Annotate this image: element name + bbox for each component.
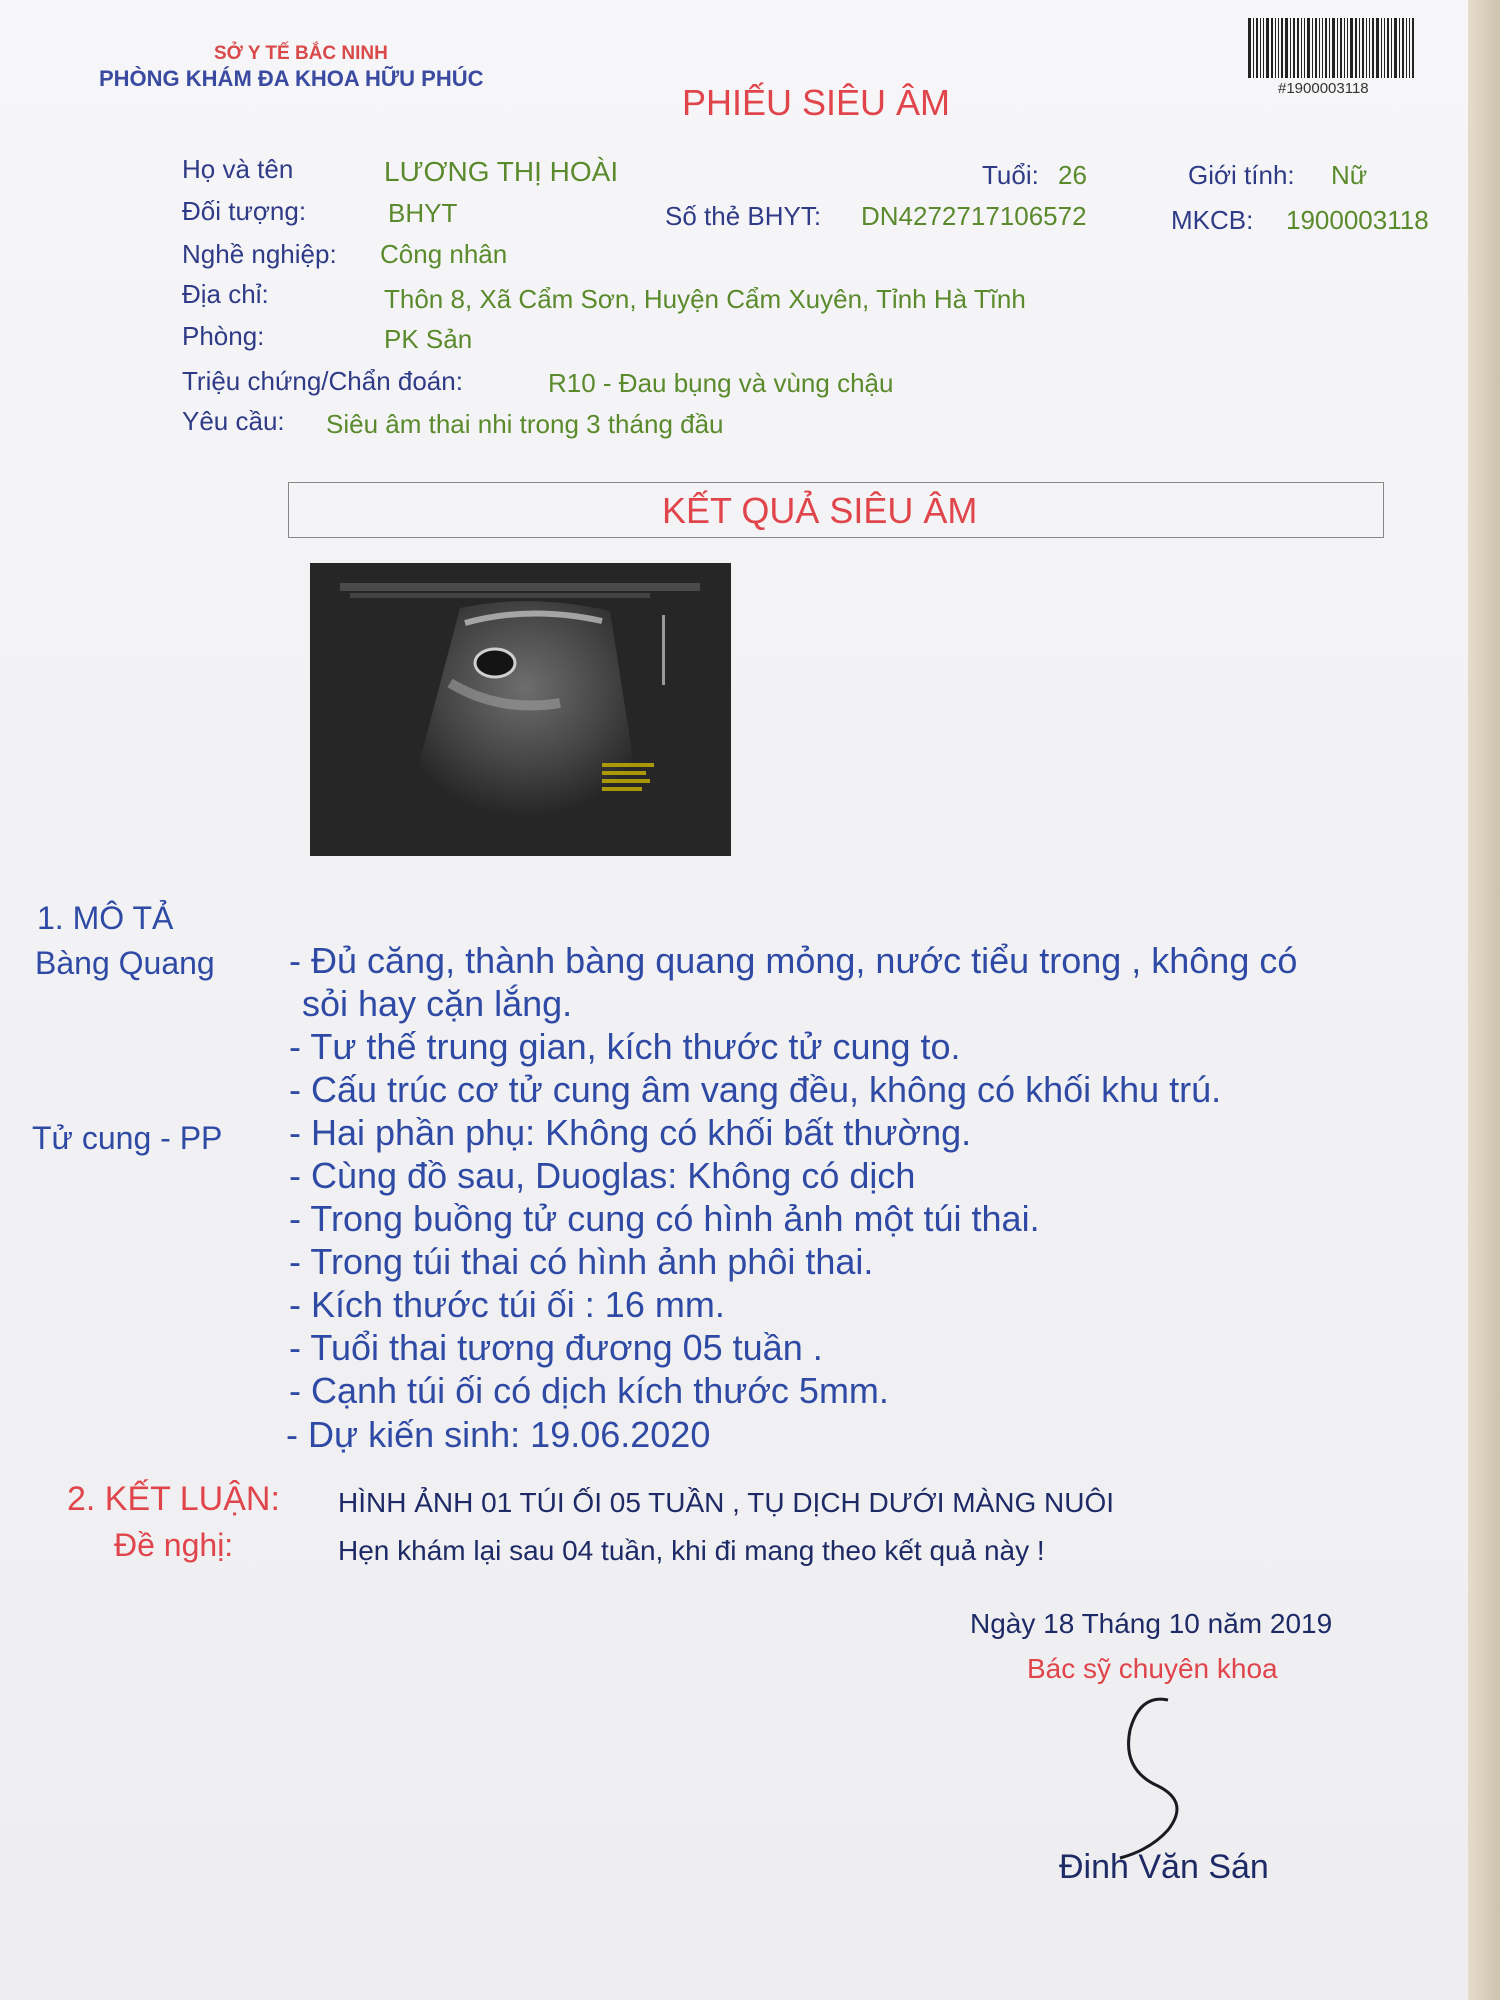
barcode-bar [1350,18,1353,78]
patient-job: Công nhân [380,239,508,269]
barcode-bar [1312,18,1313,78]
barcode-bar [1399,18,1400,78]
document-title: PHIẾU SIÊU ÂM [682,82,951,123]
room-label: Phòng: [182,321,265,351]
barcode-bar [1307,18,1310,78]
conclusion-label: 2. KẾT LUẬN: [67,1480,280,1518]
description-line: - Hai phần phụ: Không có khối bất thường. [289,1112,972,1153]
description-line: - Cấu trúc cơ tử cung âm vang đều, không có khối khu trú. [289,1069,1222,1110]
doctor-role: Bác sỹ chuyên khoa [1027,1653,1278,1684]
patient-gender: Nữ [1331,160,1368,190]
advice-label: Đề nghị: [114,1527,234,1563]
description-line: - Tuổi thai tương đương 05 tuần . [289,1327,823,1368]
report-date: Ngày 18 Tháng 10 năm 2019 [970,1608,1333,1639]
barcode-bar [1285,18,1288,78]
patient-name: LƯƠNG THỊ HOÀI [384,156,619,187]
barcode-bar [1359,18,1360,78]
barcode-bar [1281,18,1283,78]
patient-address: Thôn 8, Xã Cẩm Sơn, Huyện Cẩm Xuyên, Tỉnh Hà Tĩnh [384,284,1026,314]
barcode-icon [1248,18,1426,78]
address-label: Địa chỉ: [182,279,269,309]
barcode-bar [1337,18,1338,78]
description-line: - Đủ căng, thành bàng quang mỏng, nước tiểu trong , không có [289,940,1298,981]
doctor-name: Đinh Văn Sán [1059,1848,1269,1886]
barcode-bar [1278,18,1279,78]
description-line: - Trong túi thai có hình ảnh phôi thai. [289,1241,874,1282]
patient-request: Siêu âm thai nhi trong 3 tháng đầu [326,409,724,439]
barcode-bar [1355,18,1357,78]
conclusion-text: HÌNH ẢNH 01 TÚI ỐI 05 TUẦN , TỤ DỊCH DƯỚI MÀNG NUÔI [338,1487,1115,1518]
description-line: - Dự kiến sinh: 19.06.2020 [286,1414,711,1455]
description-line: - Trong buồng tử cung có hình ảnh một túi thai. [289,1198,1040,1239]
barcode-bar [1297,18,1299,78]
org-parent: SỞ Y TẾ BẮC NINH [214,43,388,64]
barcode-bar [1406,18,1407,78]
barcode-bar [1275,18,1276,78]
barcode-bar [1391,18,1392,78]
barcode-bar [1340,18,1342,78]
signature-mark [1100,1690,1230,1860]
barcode-bar [1329,18,1330,78]
uterus-label: Tử cung - PP [32,1120,223,1156]
background-shadow [1468,0,1500,2000]
barcode-bar [1315,18,1317,78]
barcode-bar [1293,18,1295,78]
insurance-card-number: DN4272717106572 [861,201,1087,231]
barcode-bar [1325,18,1327,78]
age-label: Tuổi: [982,160,1039,190]
barcode-bar [1319,18,1320,78]
description-line: - Cùng đồ sau, Duoglas: Không có dịch [289,1155,916,1196]
barcode-bar [1369,18,1370,78]
barcode-bar [1256,18,1258,78]
barcode-bar [1253,18,1254,78]
barcode-bar [1409,18,1410,78]
advice-text: Hẹn khám lại sau 04 tuần, khi đi mang theo kết quả này ! [338,1535,1045,1566]
description-line: - Cạnh túi ối có dịch kích thước 5mm. [289,1370,889,1411]
gender-label: Giới tính: [1188,160,1295,190]
patient-age: 26 [1058,160,1087,190]
barcode-bar [1304,18,1305,78]
barcode-bar [1384,18,1385,78]
description-line: - Kích thước túi ối : 16 mm. [289,1284,725,1325]
mkcb-label: MKCB: [1171,205,1254,235]
description-line: sỏi hay cặn lắng. [302,983,573,1024]
patient-diagnosis: R10 - Đau bụng và vùng chậu [548,368,894,398]
mkcb-value: 1900003118 [1286,205,1429,235]
bladder-label: Bàng Quang [35,945,215,981]
result-title: KẾT QUẢ SIÊU ÂM [662,490,978,531]
barcode-bar [1248,18,1251,78]
barcode-bar [1260,18,1261,78]
diagnosis-label: Triệu chứng/Chẩn đoán: [182,366,463,396]
barcode-bar [1394,18,1397,78]
barcode-bar [1263,18,1264,78]
insurance-card-label: Số thẻ BHYT: [665,201,822,231]
barcode-bar [1290,18,1291,78]
request-label: Yêu cầu: [182,406,285,436]
barcode-number: #1900003118 [1278,80,1369,97]
description-line: - Tư thế trung gian, kích thước tử cung to. [289,1026,961,1067]
barcode-bar [1266,18,1269,78]
barcode-bar [1372,18,1374,78]
barcode-bar [1347,18,1348,78]
subject-label: Đối tượng: [182,196,307,226]
barcode-bar [1376,18,1379,78]
barcode-bar [1402,18,1404,78]
barcode-bar [1344,18,1345,78]
barcode-bar [1366,18,1367,78]
patient-room: PK Sản [384,324,473,354]
barcode-bar [1322,18,1323,78]
clinic-name: PHÒNG KHÁM ĐA KHOA HỮU PHÚC [99,66,484,91]
patient-subject: BHYT [388,198,458,228]
barcode-bar [1362,18,1364,78]
barcode-bar [1381,18,1382,78]
barcode-bar [1412,18,1414,78]
barcode-bar [1301,18,1302,78]
ultrasound-image [310,563,731,856]
barcode-bar [1387,18,1389,78]
barcode-bar [1332,18,1335,78]
description-heading: 1. MÔ TẢ [37,900,174,936]
name-label: Họ và tên [182,154,294,184]
barcode-bar [1271,18,1273,78]
job-label: Nghề nghiệp: [182,239,337,269]
